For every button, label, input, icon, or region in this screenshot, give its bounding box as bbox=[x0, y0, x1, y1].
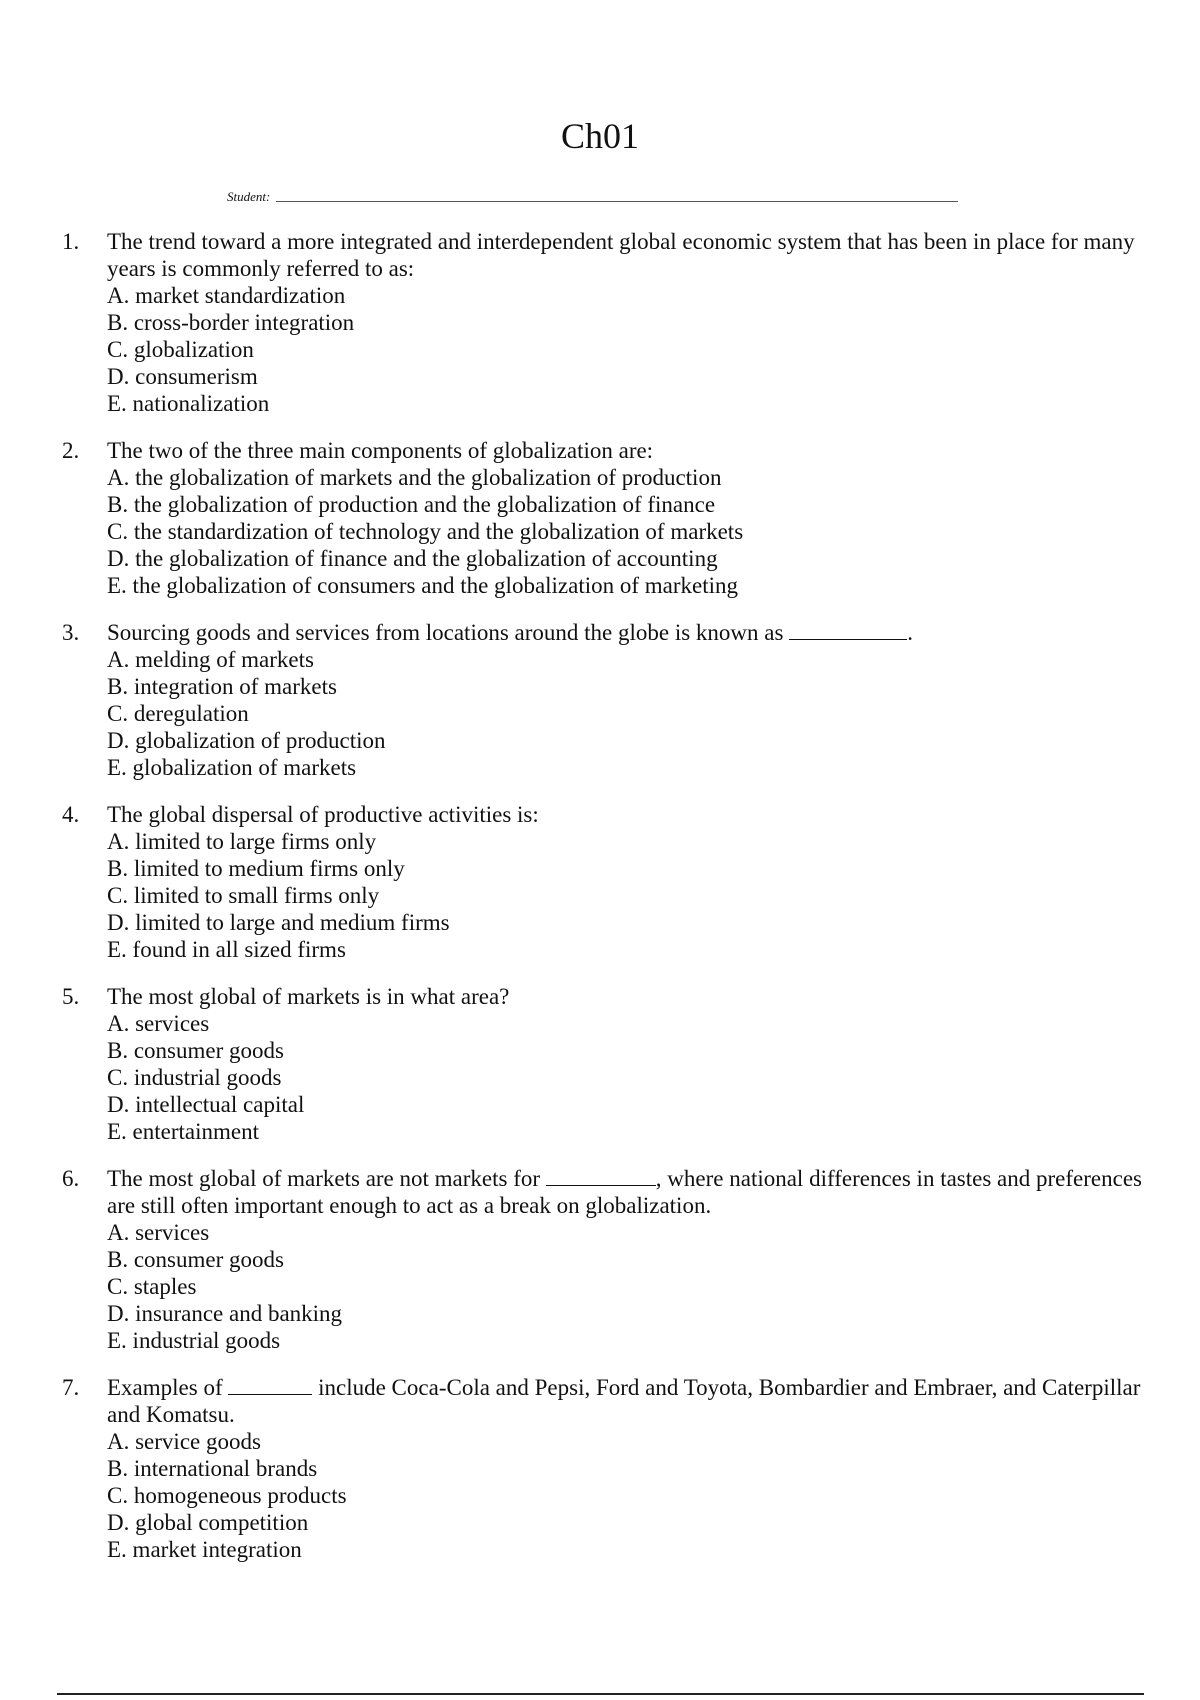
question-list bbox=[62, 228, 1142, 1583]
question-stem bbox=[107, 619, 1142, 646]
option-list bbox=[107, 1428, 1142, 1563]
stem-text: Examples of bbox=[107, 1375, 229, 1400]
stem-text: include Coca-Cola and Pepsi, Ford and Toyota, Bombardier and Embraer, and Caterpillar and Komatsu. bbox=[107, 1375, 1141, 1427]
stem-text: The most global of markets is in what area? bbox=[107, 984, 510, 1009]
stem-text: The two of the three main components of globalization are: bbox=[107, 438, 654, 463]
option-c: C. industrial goods bbox=[107, 1065, 282, 1090]
option-b: B. integration of markets bbox=[107, 674, 337, 699]
question-5 bbox=[62, 983, 1142, 1145]
option-a: A. limited to large firms only bbox=[107, 829, 377, 854]
option-d: D. global competition bbox=[107, 1510, 309, 1535]
option-d: D. intellectual capital bbox=[107, 1092, 305, 1117]
question-1 bbox=[62, 228, 1142, 417]
option-list bbox=[107, 464, 1142, 599]
option-e: E. entertainment bbox=[107, 1119, 259, 1144]
question-number: 2. bbox=[62, 438, 80, 463]
stem-text: The trend toward a more integrated and interdependent global economic system that has been in place for many years is commonly referred to as: bbox=[107, 229, 1135, 281]
answer-blank bbox=[228, 1374, 312, 1395]
option-c: C. globalization bbox=[107, 337, 254, 362]
option-b: B. cross-border integration bbox=[107, 310, 355, 335]
option-d: D. limited to large and medium firms bbox=[107, 910, 450, 935]
option-d: D. insurance and banking bbox=[107, 1301, 343, 1326]
option-a: A. market standardization bbox=[107, 283, 346, 308]
question-stem bbox=[107, 983, 1142, 1010]
option-c: C. the standardization of technology and the globalization of markets bbox=[107, 519, 744, 544]
stem-text: The global dispersal of productive activities is: bbox=[107, 802, 539, 827]
option-e: E. nationalization bbox=[107, 391, 270, 416]
stem-text: The most global of markets are not markets for bbox=[107, 1166, 546, 1191]
option-list bbox=[107, 1219, 1142, 1354]
option-e: E. the globalization of consumers and the globalization of marketing bbox=[107, 573, 739, 598]
option-d: D. globalization of production bbox=[107, 728, 386, 753]
question-7 bbox=[62, 1374, 1142, 1563]
question-number: 5. bbox=[62, 984, 80, 1009]
option-list bbox=[107, 828, 1142, 963]
question-number: 6. bbox=[62, 1166, 80, 1191]
option-c: C. limited to small firms only bbox=[107, 883, 380, 908]
student-name-line bbox=[276, 201, 958, 202]
footer-rule bbox=[57, 1693, 1144, 1695]
question-stem bbox=[107, 1165, 1142, 1219]
question-number: 7. bbox=[62, 1375, 80, 1400]
option-e: E. industrial goods bbox=[107, 1328, 281, 1353]
page-title: Ch01 bbox=[560, 116, 639, 156]
option-b: B. consumer goods bbox=[107, 1038, 284, 1063]
option-a: A. service goods bbox=[107, 1429, 261, 1454]
question-3 bbox=[62, 619, 1142, 781]
option-e: E. globalization of markets bbox=[107, 755, 357, 780]
question-stem bbox=[107, 437, 1142, 464]
option-b: B. international brands bbox=[107, 1456, 318, 1481]
student-label: Student: bbox=[227, 189, 271, 204]
option-b: B. limited to medium firms only bbox=[107, 856, 405, 881]
question-stem bbox=[107, 1374, 1142, 1428]
question-number: 3. bbox=[62, 620, 80, 645]
option-b: B. the globalization of production and the globalization of finance bbox=[107, 492, 716, 517]
option-b: B. consumer goods bbox=[107, 1247, 284, 1272]
option-e: E. market integration bbox=[107, 1537, 302, 1562]
option-a: A. services bbox=[107, 1011, 210, 1036]
question-number: 1. bbox=[62, 229, 80, 254]
option-d: D. the globalization of finance and the globalization of accounting bbox=[107, 546, 718, 571]
question-4 bbox=[62, 801, 1142, 963]
question-stem bbox=[107, 801, 1142, 828]
option-a: A. the globalization of markets and the globalization of production bbox=[107, 465, 722, 490]
option-e: E. found in all sized firms bbox=[107, 937, 346, 962]
option-d: D. consumerism bbox=[107, 364, 258, 389]
answer-blank bbox=[789, 619, 907, 640]
answer-blank bbox=[546, 1165, 656, 1186]
stem-text: Sourcing goods and services from locations around the globe is known as bbox=[107, 620, 790, 645]
student-name-row bbox=[227, 186, 958, 204]
option-list bbox=[107, 1010, 1142, 1145]
question-number: 4. bbox=[62, 802, 80, 827]
stem-text: , where national differences in tastes and preferences are still often important enough to act as a break on globalization. bbox=[107, 1166, 1142, 1218]
stem-text: . bbox=[907, 620, 913, 645]
option-a: A. services bbox=[107, 1220, 210, 1245]
question-6 bbox=[62, 1165, 1142, 1354]
question-stem bbox=[107, 228, 1142, 282]
option-a: A. melding of markets bbox=[107, 647, 314, 672]
option-c: C. staples bbox=[107, 1274, 197, 1299]
question-2 bbox=[62, 437, 1142, 599]
option-list bbox=[107, 282, 1142, 417]
option-c: C. homogeneous products bbox=[107, 1483, 347, 1508]
option-c: C. deregulation bbox=[107, 701, 249, 726]
option-list bbox=[107, 646, 1142, 781]
